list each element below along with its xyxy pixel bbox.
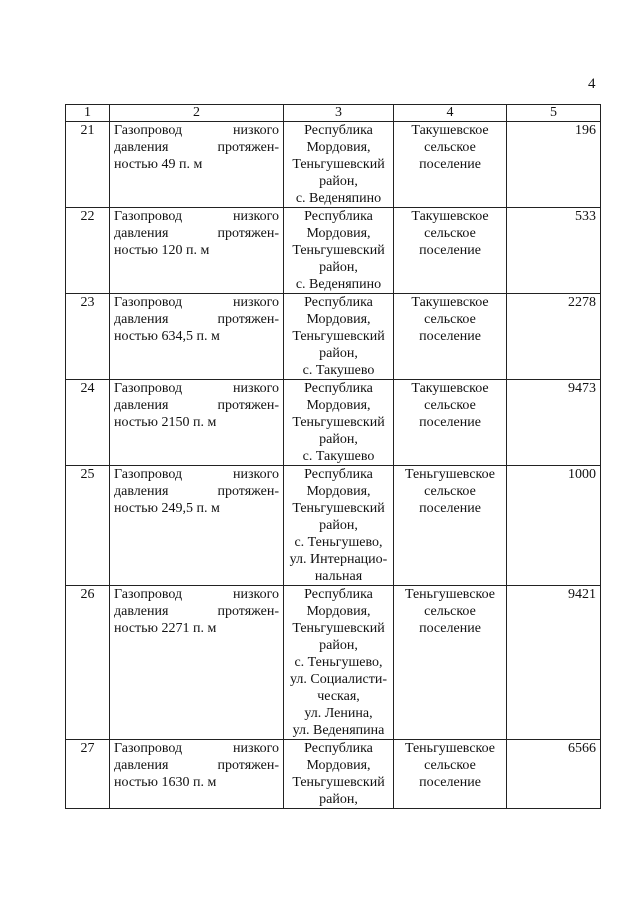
object-name-line: Газопровод низкого [114, 467, 279, 482]
settlement-line: Теньгушевское [404, 587, 496, 602]
object-value: 9473 [507, 380, 601, 466]
location-line: район, [319, 638, 358, 653]
settlement-line: сельское [424, 398, 476, 413]
settlement-name [394, 586, 507, 740]
column-header: 2 [110, 105, 284, 122]
location-line: Мордовия, [306, 312, 371, 327]
settlement-line: Теньгушевское [404, 741, 496, 756]
location-line: район, [319, 518, 358, 533]
location-line: с. Такушево [302, 363, 375, 378]
settlement-line: поселение [419, 415, 481, 430]
location-line: с. Веденяпино [295, 277, 382, 292]
location-line: район, [319, 792, 358, 807]
object-value: 6566 [507, 740, 601, 809]
location-line: Республика [304, 467, 373, 482]
object-name-line: ностью 49 п. м [114, 157, 203, 172]
location-line: Теньгушевский [292, 621, 385, 636]
location-line: ул. Ленина, [304, 706, 373, 721]
location-line: Мордовия, [306, 398, 371, 413]
location-line: с. Такушево [302, 449, 375, 464]
location-line: с. Веденяпино [295, 191, 382, 206]
object-name-line: ностью 634,5 п. м [114, 329, 220, 344]
column-header: 3 [284, 105, 394, 122]
settlement-line: Такушевское [411, 381, 489, 396]
location-line: Республика [304, 587, 373, 602]
page-number: 4 [588, 76, 596, 92]
location-line: ул. Социалисти- [290, 672, 387, 687]
settlement-line: Теньгушевское [404, 467, 496, 482]
location-line: Мордовия, [306, 484, 371, 499]
object-location [284, 466, 394, 586]
table-row [66, 122, 601, 208]
settlement-line: сельское [424, 226, 476, 241]
object-location [284, 208, 394, 294]
row-number: 26 [66, 586, 110, 740]
settlement-line: поселение [419, 775, 481, 790]
table-row [66, 294, 601, 380]
column-header: 4 [394, 105, 507, 122]
object-name-line: давления протяжен- [114, 226, 279, 241]
location-line: Теньгушевский [292, 775, 385, 790]
settlement-line: поселение [419, 243, 481, 258]
settlement-name [394, 740, 507, 809]
location-line: ческая, [317, 689, 360, 704]
object-name-line: давления протяжен- [114, 140, 279, 155]
object-name-line: ностью 1630 п. м [114, 775, 217, 790]
object-name-line: ностью 249,5 п. м [114, 501, 220, 516]
object-name-line: давления протяжен- [114, 604, 279, 619]
location-line: Республика [304, 295, 373, 310]
object-name-line: Газопровод низкого [114, 123, 279, 138]
settlement-line: сельское [424, 312, 476, 327]
object-name [110, 466, 284, 586]
table-header-row [66, 105, 601, 122]
object-value: 533 [507, 208, 601, 294]
table-row [66, 208, 601, 294]
object-value: 196 [507, 122, 601, 208]
settlement-line: Такушевское [411, 295, 489, 310]
settlement-line: сельское [424, 604, 476, 619]
settlement-line: сельское [424, 758, 476, 773]
object-name [110, 294, 284, 380]
object-value: 9421 [507, 586, 601, 740]
object-value: 1000 [507, 466, 601, 586]
location-line: Мордовия, [306, 226, 371, 241]
row-number: 24 [66, 380, 110, 466]
object-name [110, 740, 284, 809]
object-location [284, 380, 394, 466]
object-name-line: Газопровод низкого [114, 587, 279, 602]
object-name-line: давления протяжен- [114, 312, 279, 327]
location-line: нальная [314, 569, 363, 584]
object-location [284, 122, 394, 208]
row-number: 21 [66, 122, 110, 208]
object-name [110, 380, 284, 466]
object-name [110, 208, 284, 294]
row-number: 23 [66, 294, 110, 380]
object-name-line: ностью 120 п. м [114, 243, 210, 258]
location-line: Республика [304, 209, 373, 224]
row-number: 27 [66, 740, 110, 809]
table-row [66, 380, 601, 466]
location-line: с. Теньгушево, [294, 535, 383, 550]
location-line: район, [319, 260, 358, 275]
location-line: район, [319, 174, 358, 189]
location-line: ул. Интернацио- [289, 552, 388, 567]
settlement-name [394, 122, 507, 208]
object-name-line: давления протяжен- [114, 758, 279, 773]
object-name-line: давления протяжен- [114, 398, 279, 413]
settlement-name [394, 466, 507, 586]
location-line: район, [319, 432, 358, 447]
object-location [284, 740, 394, 809]
location-line: ул. Веденяпина [292, 723, 385, 738]
location-line: Теньгушевский [292, 329, 385, 344]
location-line: Мордовия, [306, 140, 371, 155]
table-row [66, 740, 601, 809]
object-name-line: ностью 2271 п. м [114, 621, 217, 636]
object-name [110, 586, 284, 740]
location-line: Республика [304, 123, 373, 138]
location-line: Теньгушевский [292, 415, 385, 430]
object-name-line: давления протяжен- [114, 484, 279, 499]
property-table [65, 104, 601, 809]
object-name [110, 122, 284, 208]
column-header: 5 [507, 105, 601, 122]
location-line: Теньгушевский [292, 243, 385, 258]
object-location [284, 294, 394, 380]
object-name-line: ностью 2150 п. м [114, 415, 217, 430]
row-number: 25 [66, 466, 110, 586]
object-location [284, 586, 394, 740]
settlement-line: сельское [424, 140, 476, 155]
settlement-line: поселение [419, 621, 481, 636]
location-line: Республика [304, 741, 373, 756]
settlement-name [394, 380, 507, 466]
location-line: Республика [304, 381, 373, 396]
table-row [66, 586, 601, 740]
object-name-line: Газопровод низкого [114, 741, 279, 756]
object-value: 2278 [507, 294, 601, 380]
settlement-line: поселение [419, 329, 481, 344]
object-name-line: Газопровод низкого [114, 295, 279, 310]
table-body [66, 122, 601, 809]
settlement-line: Такушевское [411, 209, 489, 224]
settlement-line: Такушевское [411, 123, 489, 138]
location-line: район, [319, 346, 358, 361]
settlement-line: поселение [419, 157, 481, 172]
object-name-line: Газопровод низкого [114, 209, 279, 224]
location-line: Мордовия, [306, 604, 371, 619]
row-number: 22 [66, 208, 110, 294]
column-header: 1 [66, 105, 110, 122]
settlement-name [394, 294, 507, 380]
location-line: с. Теньгушево, [294, 655, 383, 670]
location-line: Теньгушевский [292, 501, 385, 516]
settlement-line: поселение [419, 501, 481, 516]
settlement-line: сельское [424, 484, 476, 499]
settlement-name [394, 208, 507, 294]
location-line: Теньгушевский [292, 157, 385, 172]
table-row [66, 466, 601, 586]
object-name-line: Газопровод низкого [114, 381, 279, 396]
location-line: Мордовия, [306, 758, 371, 773]
